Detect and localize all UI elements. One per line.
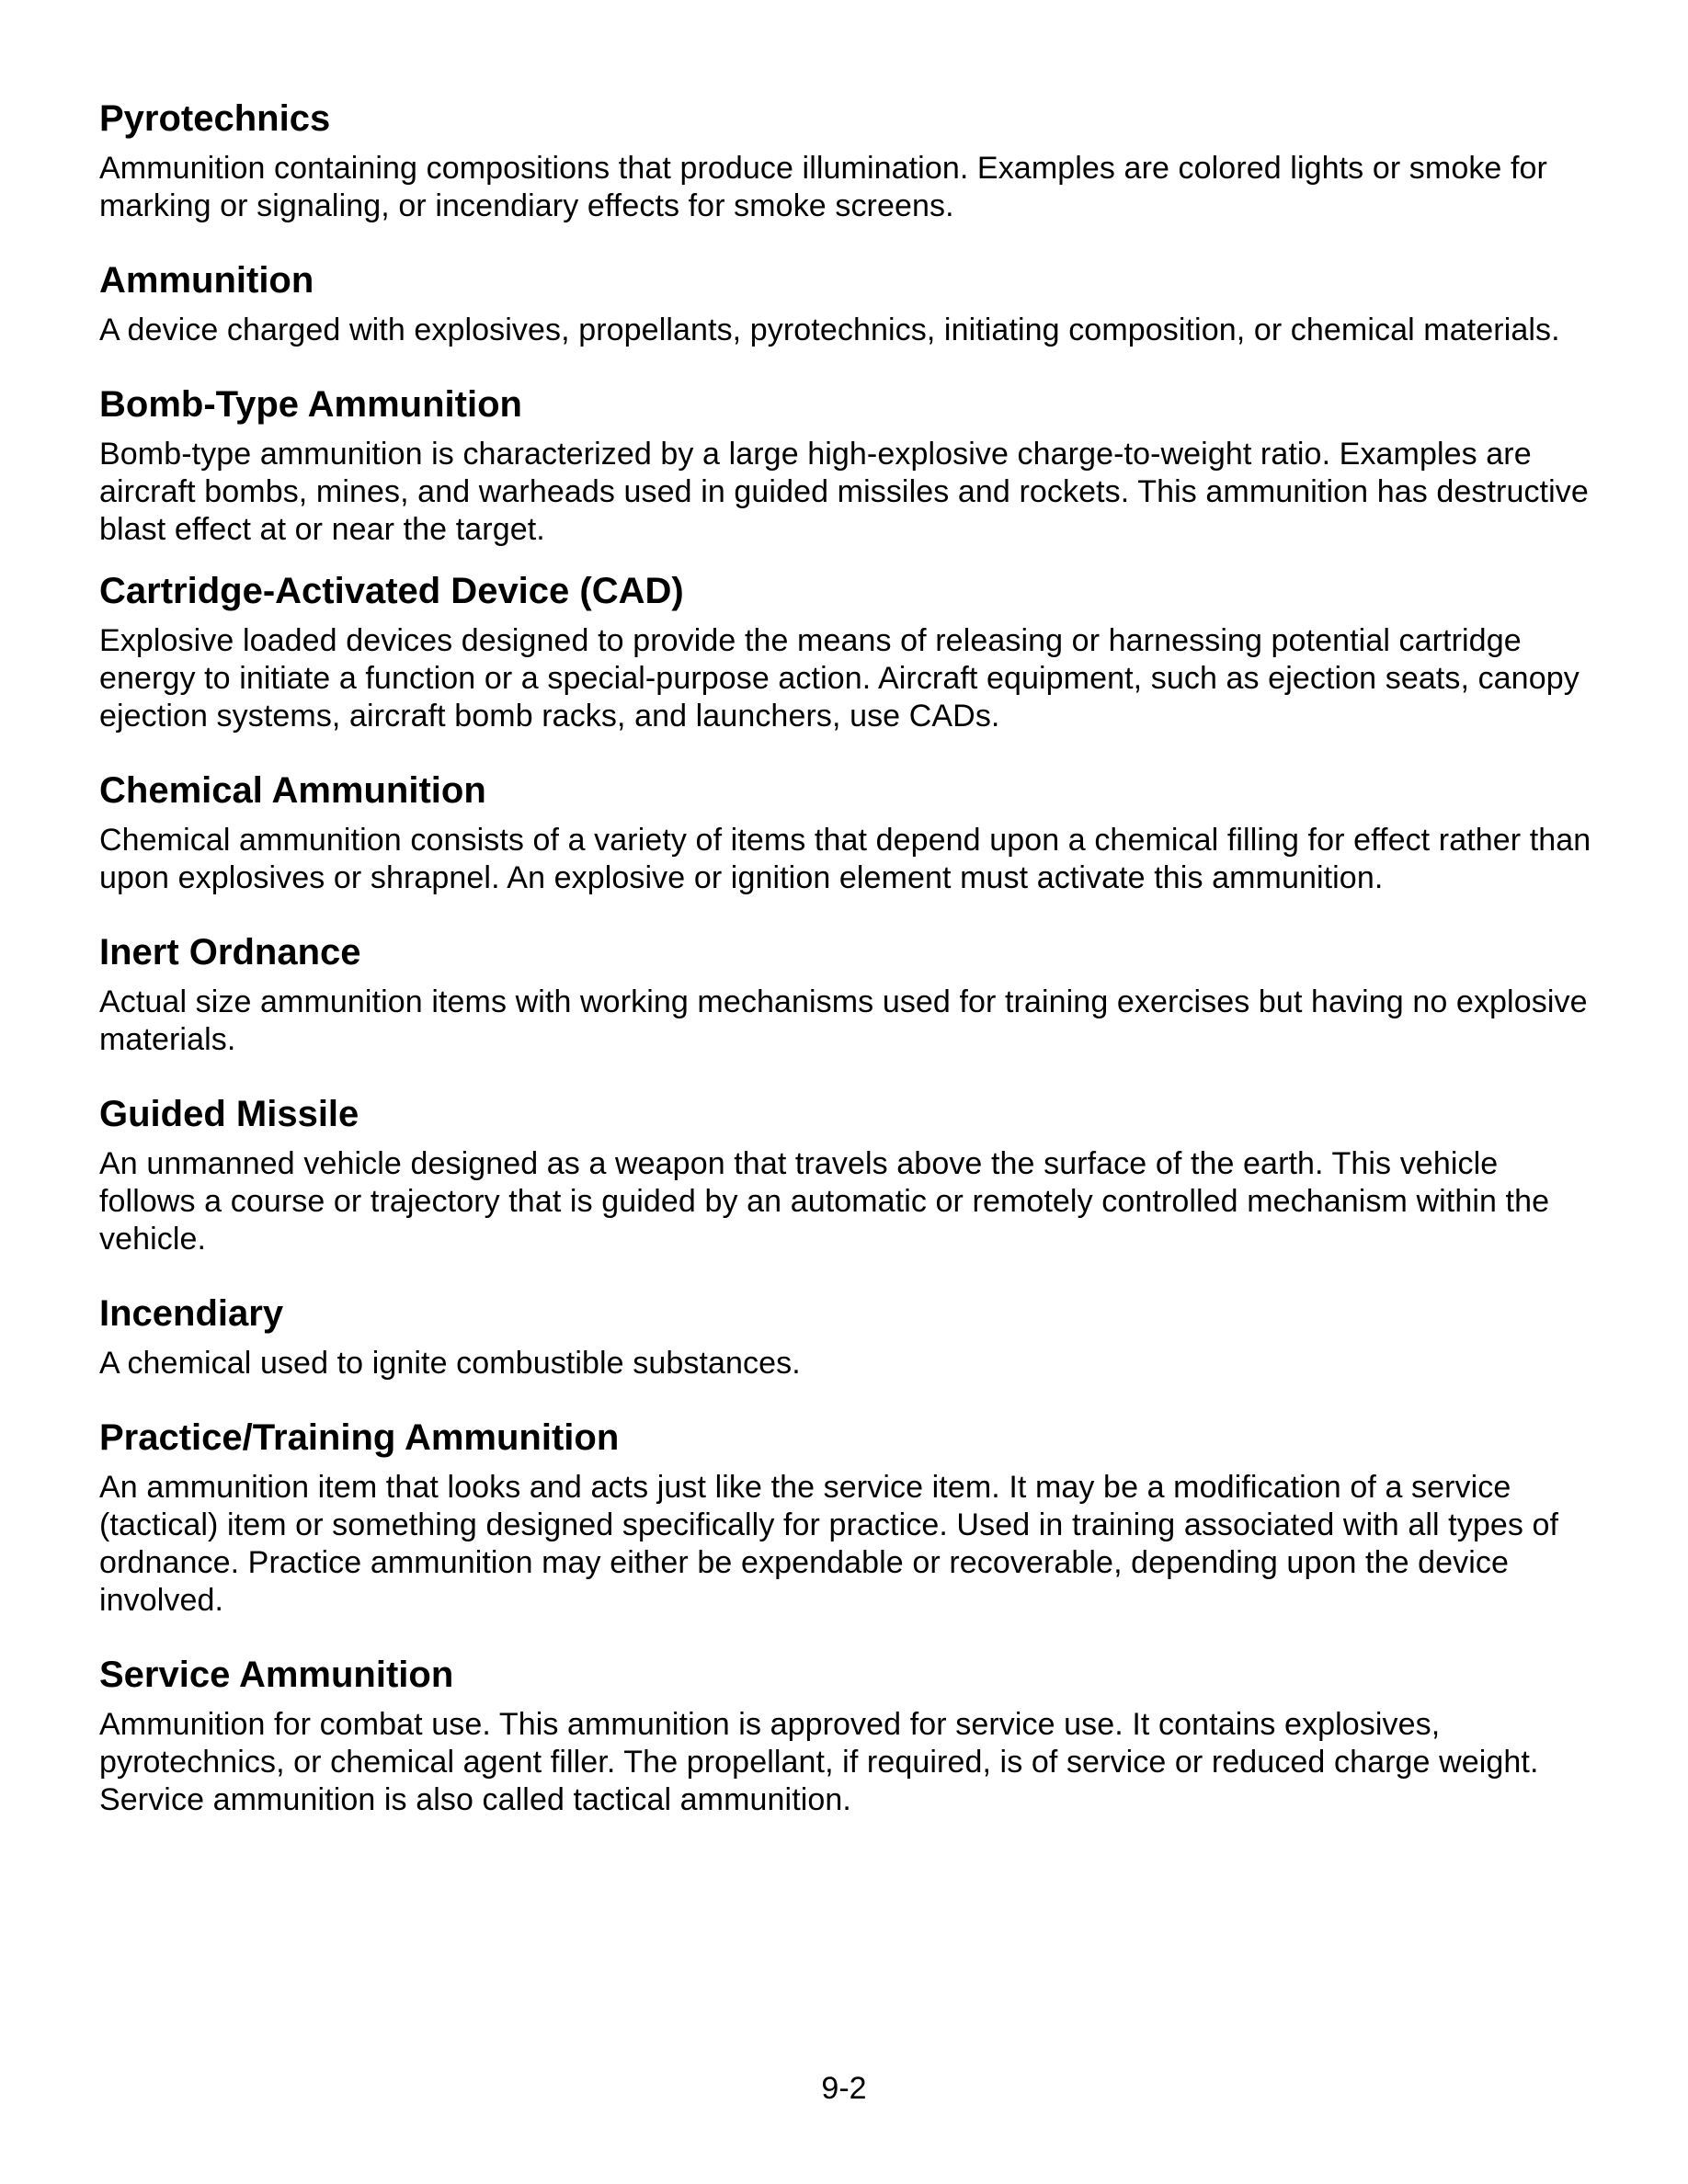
term-definition: Bomb-type ammunition is characterized by a large high-explosive charge-to-weight ratio. Examples are aircraft bombs, mines, and warheads used in guided missiles and rockets. This ammunition has destructive blast effect at or near the target. [99,437,1589,547]
term-definition: Explosive loaded devices designed to provide the means of releasing or harnessing potential cartridge energy to initiate a function or a special-purpose action. Aircraft equipment, such as ejection seats, canopy ejection systems, aircraft bomb racks, and launchers, use CADs. [99,623,1580,734]
page-number: 9-2 [821,2071,867,2106]
term-definition: Actual size ammunition items with working mechanisms used for training exercises but having no explosive materials. [99,984,1588,1057]
term-heading: Chemical Ammunition [99,770,486,811]
term-definition: Ammunition for combat use. This ammunition is approved for service use. It contains explosives, pyrotechnics, or chemical agent filler. The propellant, if required, is of service or reduced charge weight. Service ammunition is also called tactical ammunition. [99,1707,1539,1817]
glossary-entry-chemical-ammunition [99,768,1598,897]
term-heading: Incendiary [99,1293,284,1334]
glossary-entry-guided-missile [99,1092,1598,1258]
glossary-entry-ammunition [99,258,1598,349]
term-heading: Bomb-Type Ammunition [99,384,522,425]
glossary-entry-practice-training-ammunition [99,1416,1598,1620]
glossary-entry-bomb-type-ammunition [99,382,1598,549]
term-heading: Pyrotechnics [99,98,331,139]
term-heading: Ammunition [99,260,314,301]
term-definition: Chemical ammunition consists of a variety of items that depend upon a chemical filling for effect rather than upon explosives or shrapnel. An explosive or ignition element must activate this ammunition. [99,823,1591,895]
term-heading: Guided Missile [99,1094,359,1134]
term-definition: A chemical used to ignite combustible substances. [99,1346,801,1381]
term-heading: Practice/Training Ammunition [99,1417,620,1458]
term-heading: Cartridge-Activated Device (CAD) [99,571,684,611]
term-definition: A device charged with explosives, propellants, pyrotechnics, initiating composition, or chemical materials. [99,313,1560,347]
term-heading: Inert Ordnance [99,932,361,973]
term-definition: An unmanned vehicle designed as a weapon that travels above the surface of the earth. This vehicle follows a course or trajectory that is guided by an automatic or remotely controlled mechanism within the vehicle. [99,1146,1550,1257]
glossary-entry-service-ammunition [99,1653,1598,1819]
glossary-entry-inert-ordnance [99,930,1598,1059]
term-heading: Service Ammunition [99,1655,454,1695]
term-definition: An ammunition item that looks and acts just like the service item. It may be a modification of a service (tactical) item or something designed specifically for practice. Used in training associated with all types of ordnance. Practice ammunition may either be expendable or recoverable, depending upon the device involved. [99,1470,1559,1618]
glossary-entry-incendiary [99,1291,1598,1382]
glossary-entry-cartridge-activated-device [99,569,1598,735]
glossary-entry-pyrotechnics [99,97,1598,225]
glossary-page [99,97,1598,1819]
term-definition: Ammunition containing compositions that produce illumination. Examples are colored lights or smoke for marking or signaling, or incendiary effects for smoke screens. [99,151,1547,223]
